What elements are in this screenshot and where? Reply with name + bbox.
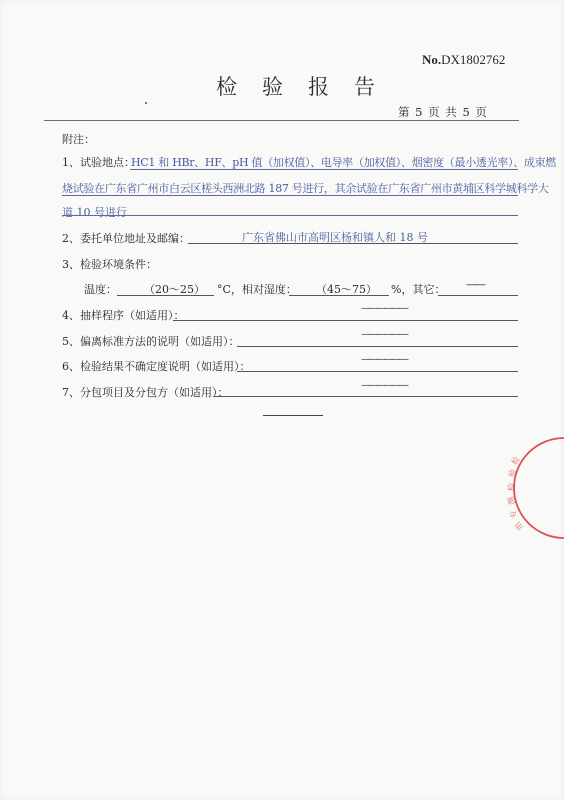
document-number-value: DX1802762 — [441, 52, 506, 67]
item7-value: —————— — [361, 379, 406, 391]
svg-text:验: 验 — [507, 468, 518, 479]
inspection-seal-stamp — [478, 436, 564, 546]
item2-underline — [188, 243, 518, 244]
other-value: —— — [466, 278, 484, 291]
svg-text:专: 专 — [507, 508, 520, 520]
speck — [145, 102, 147, 104]
humidity-underline — [289, 295, 389, 296]
item1-line3: 道 10 号进行 — [62, 206, 127, 219]
svg-text:用: 用 — [513, 519, 526, 532]
item1-underline2 — [62, 195, 518, 196]
item1-underline1 — [130, 169, 518, 170]
document-number — [422, 52, 505, 68]
item4-label: 4、抽样程序（如适用）： — [62, 309, 185, 322]
humidity-value: （45～75） — [316, 283, 377, 296]
item1-label: 1、试验地点： — [62, 156, 135, 169]
item4-value: —————— — [361, 302, 406, 314]
page-title: 检验报告 — [216, 75, 400, 99]
end-of-report-line — [263, 415, 323, 416]
temperature-value: （20～25） — [144, 283, 205, 296]
item7-underline — [214, 396, 518, 397]
page-info: 第 5 页 共 5 页 — [398, 105, 488, 119]
item5-label: 5、偏离标准方法的说明（如适用）： — [62, 335, 240, 348]
item2-label: 2、委托单位地址及邮编： — [62, 232, 190, 245]
item3-label: 3、检验环境条件： — [62, 258, 157, 271]
item5-underline — [237, 346, 518, 347]
note-label: 附注： — [62, 133, 95, 146]
svg-text:检: 检 — [507, 483, 516, 491]
item6-label: 6、检验结果不确定度说明（如适用）： — [62, 360, 251, 373]
temperature-underline — [117, 295, 214, 296]
item2-value: 广东省佛山市高明区杨和镇人和 18 号 — [242, 231, 428, 244]
humidity-unit: %，其它： — [391, 283, 446, 296]
header-divider — [44, 120, 519, 121]
temperature-unit: °C，相对湿度： — [217, 283, 297, 296]
seal-graphic — [478, 436, 564, 546]
svg-text:测: 测 — [506, 495, 517, 506]
svg-text:检: 检 — [509, 455, 522, 467]
item6-underline — [237, 371, 518, 372]
document-number-prefix: No. — [422, 52, 442, 67]
item4-underline — [173, 320, 518, 321]
item5-value: —————— — [361, 328, 406, 340]
item7-label: 7、分包项目及分包方（如适用）： — [62, 386, 229, 399]
item1-line2: 烧试验在广东省广州市白云区槎头西洲北路 187 号进行，其余试验在广东省广州市黄埔区科学城科学大 — [62, 182, 549, 195]
item1-line1: HC1 和 HBr、HF、pH 值（加权值）、电导率（加权值）、烟密度（最小透光率）、成束燃 — [131, 156, 556, 169]
item6-value: —————— — [361, 353, 406, 365]
temperature-label: 温度： — [84, 283, 117, 296]
item1-underline3 — [62, 215, 518, 216]
other-underline — [438, 295, 518, 296]
